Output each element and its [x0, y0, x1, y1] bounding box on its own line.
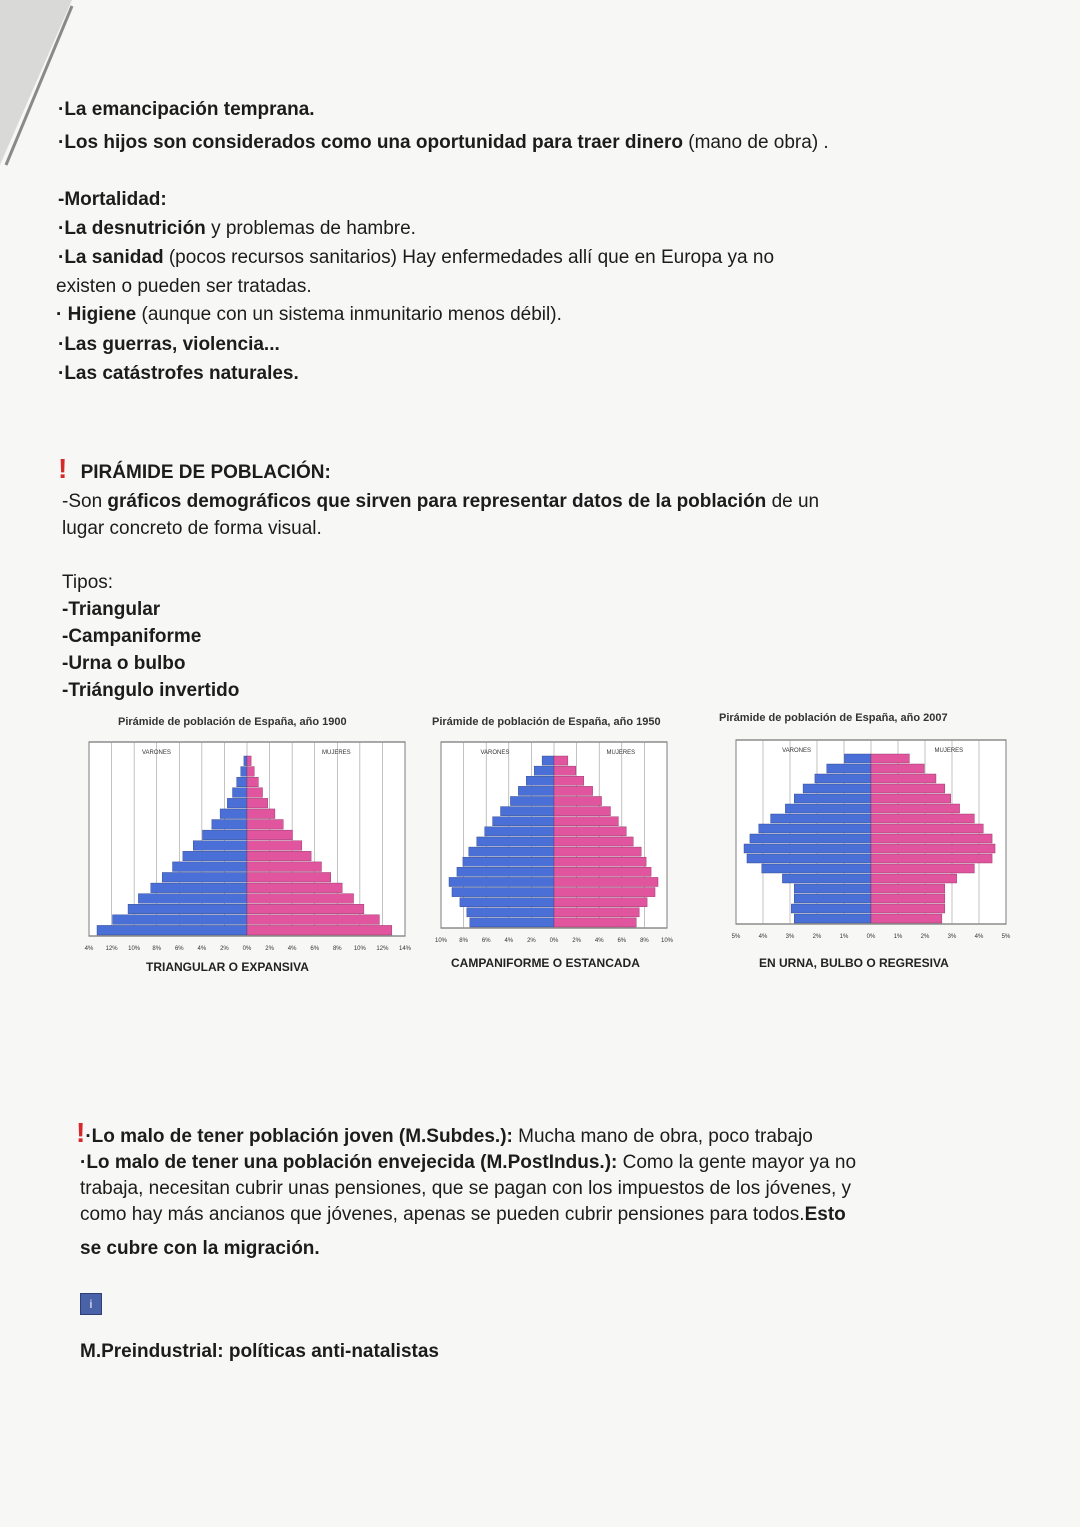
chart-caption: CAMPANIFORME O ESTANCADA — [451, 956, 640, 970]
bar-varones — [237, 777, 247, 787]
bar-mujeres — [554, 807, 610, 816]
bar-varones — [227, 798, 247, 808]
bar-mujeres — [247, 872, 331, 882]
bar-mujeres — [871, 874, 957, 883]
tick-label: 10% — [128, 946, 141, 952]
bar-mujeres — [554, 837, 633, 846]
bar-mujeres — [247, 809, 275, 819]
tick-label: 6% — [174, 946, 184, 952]
bar-varones — [97, 925, 247, 935]
bar-mujeres — [871, 784, 945, 793]
tipos-label: Tipos: — [62, 572, 114, 593]
bar-mujeres — [247, 777, 258, 787]
legend-label: MUJERES — [322, 750, 351, 756]
tick-label: 1% — [839, 934, 849, 940]
tick-label: 4% — [197, 946, 207, 952]
bar-varones — [128, 904, 247, 914]
bar-mujeres — [554, 847, 641, 856]
bar-varones — [542, 756, 554, 765]
bar-varones — [803, 784, 871, 793]
bar-varones — [113, 915, 247, 925]
bar-mujeres — [871, 794, 951, 803]
bar-varones — [470, 918, 554, 927]
bar-mujeres — [247, 894, 354, 904]
tipo-item: -Triángulo invertido — [62, 680, 240, 701]
tick-label: 0% — [549, 938, 559, 944]
mortalidad-sanidad: ·La sanidad (pocos recursos sanitarios) Hay enfermedades allí que en Europa ya no — [58, 247, 775, 268]
bar-mujeres — [554, 888, 655, 897]
bar-varones — [771, 814, 871, 823]
bar-mujeres — [871, 824, 983, 833]
tick-label: 8% — [152, 946, 162, 952]
mortalidad-sanidad-cont: existen o pueden ser tratadas. — [56, 276, 312, 297]
consecuencia-joven: !·Lo malo de tener población joven (M.Subdes.): Mucha mano de obra, poco trabajo — [76, 1117, 813, 1148]
bar-varones — [534, 766, 554, 775]
bar-varones — [162, 872, 247, 882]
bar-mujeres — [871, 854, 992, 863]
bar-varones — [510, 796, 554, 805]
bar-varones — [457, 867, 554, 876]
legend-label: VARONES — [782, 748, 812, 754]
pyramid-chart-1950 — [434, 740, 674, 952]
bar-mujeres — [554, 857, 646, 866]
bar-mujeres — [871, 844, 995, 853]
bar-varones — [173, 862, 247, 872]
chart-title: Pirámide de población de España, año 1900 — [118, 716, 347, 728]
tick-label: 4% — [594, 938, 604, 944]
bar-varones — [485, 827, 554, 836]
bar-varones — [477, 837, 554, 846]
mortalidad-higiene: · Higiene (aunque con un sistema inmunitario menos débil). — [56, 304, 562, 325]
bar-mujeres — [871, 814, 974, 823]
tick-label: 4% — [84, 946, 94, 952]
tick-label: 2% — [527, 938, 536, 944]
tick-label: 4% — [287, 946, 297, 952]
bar-mujeres — [871, 754, 909, 763]
bar-varones — [785, 804, 871, 813]
bar-mujeres — [554, 796, 602, 805]
bar-varones — [827, 764, 871, 773]
piramide-definicion: -Son gráficos demográficos que sirven para representar datos de la población de un — [62, 491, 820, 512]
bar-mujeres — [871, 864, 974, 873]
bar-mujeres — [247, 883, 342, 893]
bar-mujeres — [871, 764, 924, 773]
consecuencia-envejecida: ·Lo malo de tener una población envejecida (M.PostIndus.): Como la gente mayor ya no — [80, 1152, 857, 1173]
bar-varones — [815, 774, 871, 783]
consecuencia-envejecida-cont: como hay más ancianos que jóvenes, apenas se pueden cubrir pensiones para todos.Esto — [80, 1204, 846, 1225]
mortalidad-desnutricion: ·La desnutrición y problemas de hambre. — [58, 218, 416, 239]
bar-varones — [782, 874, 871, 883]
bar-varones — [460, 898, 554, 907]
tick-label: 10% — [434, 938, 448, 944]
bar-varones — [526, 776, 554, 785]
bar-mujeres — [247, 767, 254, 777]
bar-mujeres — [554, 877, 658, 886]
bar-mujeres — [554, 898, 647, 907]
bar-mujeres — [247, 925, 392, 935]
bar-varones — [151, 883, 247, 893]
pyramid-chart-1900 — [84, 740, 412, 960]
tick-label: 2% — [812, 934, 822, 940]
bar-varones — [501, 807, 554, 816]
preindustrial-politicas: M.Preindustrial: políticas anti-natalistas — [80, 1341, 439, 1362]
chart-caption: EN URNA, BULBO O REGRESIVA — [759, 956, 949, 970]
bar-mujeres — [554, 827, 626, 836]
tick-label: 3% — [947, 934, 957, 940]
tick-label: 2% — [572, 938, 581, 944]
tick-label: 2% — [265, 946, 274, 952]
tick-label: 0% — [242, 946, 252, 952]
bar-mujeres — [247, 830, 293, 840]
bar-varones — [241, 767, 247, 777]
tick-label: 8% — [640, 938, 649, 944]
bar-varones — [463, 857, 554, 866]
tick-label: 1% — [893, 934, 903, 940]
bar-mujeres — [247, 798, 268, 808]
info-icon: i — [80, 1293, 102, 1315]
tick-label: 4% — [974, 934, 984, 940]
bar-mujeres — [871, 884, 945, 893]
bar-varones — [467, 908, 554, 917]
natalidad-emancipacion: ·La emancipación temprana. — [58, 99, 315, 120]
bar-mujeres — [247, 904, 364, 914]
tipo-item: -Triangular — [62, 599, 161, 620]
chart-caption: TRIANGULAR O EXPANSIVA — [146, 960, 309, 974]
bar-mujeres — [871, 774, 936, 783]
bar-mujeres — [871, 804, 960, 813]
bar-mujeres — [247, 788, 263, 798]
mortalidad-catastrofes: ·Las catástrofes naturales. — [58, 363, 299, 384]
tick-label: 6% — [481, 938, 491, 944]
bar-mujeres — [554, 776, 584, 785]
tick-label: 6% — [310, 946, 320, 952]
tick-label: 5% — [731, 934, 741, 940]
legend-label: VARONES — [142, 750, 171, 756]
bar-varones — [747, 854, 871, 863]
bar-mujeres — [554, 766, 576, 775]
tipo-item: -Urna o bulbo — [62, 653, 186, 674]
consecuencia-migracion: se cubre con la migración. — [80, 1238, 320, 1259]
bar-varones — [759, 824, 871, 833]
chart-title: Pirámide de población de España, año 2007 — [719, 712, 948, 724]
warning-icon: ! — [58, 453, 68, 484]
tick-label: 6% — [617, 938, 627, 944]
bar-varones — [183, 851, 247, 861]
bar-varones — [469, 847, 554, 856]
tick-label: 3% — [785, 934, 795, 940]
tick-label: 10% — [660, 938, 674, 944]
bar-mujeres — [247, 841, 302, 851]
bar-varones — [138, 894, 247, 904]
mortalidad-guerras: ·Las guerras, violencia... — [58, 334, 280, 355]
bar-varones — [744, 844, 871, 853]
bar-mujeres — [554, 786, 593, 795]
piramide-heading: ! PIRÁMIDE DE POBLACIÓN: — [58, 453, 331, 484]
legend-label: MUJERES — [606, 750, 636, 756]
bar-mujeres — [554, 756, 568, 765]
bar-varones — [518, 786, 554, 795]
chart-title: Pirámide de población de España, año 1950 — [432, 716, 661, 728]
piramide-definicion-cont: lugar concreto de forma visual. — [62, 518, 322, 539]
bar-mujeres — [247, 862, 321, 872]
tick-label: 2% — [220, 946, 229, 952]
tick-label: 14% — [398, 946, 412, 952]
tick-label: 10% — [353, 946, 366, 952]
legend-label: VARONES — [480, 750, 510, 756]
natalidad-hijos: ·Los hijos son considerados como una oportunidad para traer dinero (mano de obra) . — [58, 132, 829, 153]
bar-varones — [452, 888, 554, 897]
pyramid-chart-2007 — [731, 738, 1011, 948]
bar-mujeres — [554, 908, 639, 917]
tick-label: 0% — [866, 934, 876, 940]
tick-label: 8% — [332, 946, 342, 952]
bar-mujeres — [554, 867, 651, 876]
mortalidad-heading: -Mortalidad: — [58, 189, 167, 210]
bar-mujeres — [871, 834, 992, 843]
tick-label: 12% — [376, 946, 389, 952]
bar-varones — [794, 794, 871, 803]
tipo-item: -Campaniforme — [62, 626, 202, 647]
bar-mujeres — [554, 817, 618, 826]
bar-mujeres — [871, 904, 945, 913]
bar-mujeres — [554, 918, 636, 927]
tick-label: 4% — [504, 938, 514, 944]
bar-varones — [493, 817, 554, 826]
bar-varones — [794, 884, 871, 893]
tick-label: 4% — [758, 934, 768, 940]
bar-mujeres — [247, 915, 379, 925]
bar-varones — [203, 830, 247, 840]
tick-label: 2% — [920, 934, 930, 940]
bar-varones — [220, 809, 247, 819]
bar-mujeres — [871, 894, 945, 903]
tick-label: 5% — [1001, 934, 1011, 940]
bar-varones — [791, 904, 871, 913]
tick-label: 12% — [105, 946, 118, 952]
bar-varones — [233, 788, 247, 798]
bar-varones — [193, 841, 247, 851]
bar-mujeres — [871, 914, 942, 923]
bar-varones — [762, 864, 871, 873]
bar-varones — [794, 894, 871, 903]
bar-varones — [244, 756, 247, 766]
bar-mujeres — [247, 851, 311, 861]
bar-mujeres — [247, 756, 251, 766]
bar-mujeres — [247, 820, 283, 830]
bar-varones — [794, 914, 871, 923]
tick-label: 8% — [459, 938, 468, 944]
bar-varones — [212, 820, 247, 830]
bar-varones — [844, 754, 871, 763]
bar-varones — [449, 877, 554, 886]
warning-icon: ! — [76, 1117, 86, 1148]
bar-varones — [750, 834, 871, 843]
legend-label: MUJERES — [934, 748, 964, 754]
consecuencia-envejecida-cont: trabaja, necesitan cubrir unas pensiones, que se pagan con los impuestos de los jóvenes, y — [80, 1178, 852, 1199]
